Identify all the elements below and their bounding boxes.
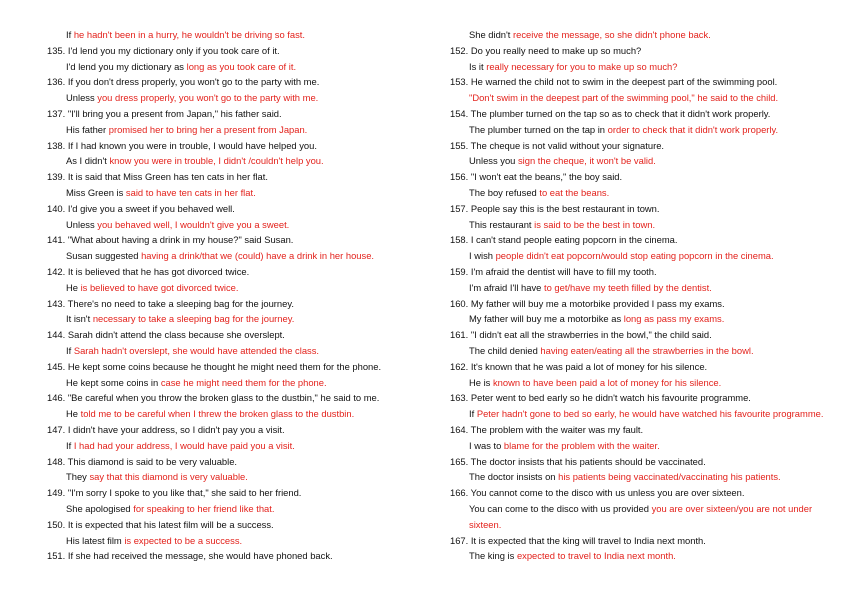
answer-key-text: you behaved well, I wouldn't give you a sweet. — [97, 218, 290, 230]
question-text: 166. You cannot come to the disco with us unless you are over sixteen. — [450, 487, 745, 499]
answer-prompt-text: She apologised — [66, 502, 134, 514]
question-line — [47, 548, 419, 564]
question-line — [47, 43, 419, 59]
question-text: 154. The plumber turned on the tap so as to check that it didn't work properly. — [450, 107, 771, 119]
answer-line — [450, 122, 830, 138]
question-line — [47, 390, 419, 406]
answer-line — [47, 185, 419, 201]
question-text: 153. He warned the child not to swim in the deepest part of the swimming pool. — [450, 76, 778, 88]
answer-key-text: really necessary for you to make up so much? — [486, 60, 678, 72]
question-text: 158. I can't stand people eating popcorn in the cinema. — [450, 234, 678, 246]
answer-line — [450, 438, 830, 454]
answer-key-text: you are over sixteen/you are not under — [651, 502, 813, 514]
question-line — [450, 201, 830, 217]
answer-prompt-text: As I didn't — [66, 155, 110, 167]
answer-key-text: said to have ten cats in her flat. — [125, 186, 256, 198]
answer-prompt-text: I was to — [469, 439, 504, 451]
answer-prompt-text: He — [66, 408, 81, 420]
question-line — [47, 454, 419, 470]
answer-prompt-text: I'm afraid I'll have — [469, 281, 544, 293]
question-text: 138. If I had known you were in trouble, I would have helped you. — [47, 139, 317, 151]
question-text: 143. There's no need to take a sleeping bag for the journey. — [47, 297, 294, 309]
answer-prompt-text: It isn't — [66, 313, 93, 325]
answer-prompt-text: The plumber turned on the tap in — [469, 123, 608, 135]
question-text: 150. It is expected that his latest film will be a success. — [47, 518, 274, 530]
question-line — [450, 359, 830, 375]
answer-line — [47, 406, 419, 422]
answer-line — [450, 343, 830, 359]
answer-key-text: for speaking to her friend like that. — [133, 502, 275, 514]
answer-prompt-text: They — [66, 471, 90, 483]
answer-key-text: his patients being vaccinated/vaccinating his patients. — [558, 471, 781, 483]
answer-prompt-text: His father — [66, 123, 109, 135]
answer-prompt-text: The doctor insists on — [469, 471, 559, 483]
answer-key-text: sixteen. — [469, 518, 502, 530]
question-line — [47, 296, 419, 312]
answer-key-text: is expected to be a success. — [124, 534, 243, 546]
answer-line — [450, 59, 830, 75]
question-line — [47, 106, 419, 122]
right-column — [450, 27, 830, 564]
answer-line — [47, 217, 419, 233]
answer-line — [47, 27, 419, 43]
question-text: 141. "What about having a drink in my house?" said Susan. — [47, 234, 294, 246]
answer-key-text: promised her to bring her a present from Japan. — [108, 123, 308, 135]
question-line — [450, 106, 830, 122]
answer-line — [450, 217, 830, 233]
answer-key-text: you dress properly, you won't go to the party with me. — [97, 92, 319, 104]
answer-prompt-text: Susan suggested — [66, 250, 142, 262]
question-line — [47, 169, 419, 185]
answer-prompt-text: He — [66, 281, 81, 293]
answer-line — [47, 438, 419, 454]
answer-line — [450, 27, 830, 43]
answer-line — [47, 280, 419, 296]
question-text: 142. It is believed that he has got divorced twice. — [47, 265, 250, 277]
answer-prompt-text: This restaurant — [469, 218, 535, 230]
answer-key-text: known to have been paid a lot of money for his silence. — [492, 376, 722, 388]
answer-key-text: long as pass my exams. — [623, 313, 725, 325]
answer-key-text: he hadn't been in a hurry, he wouldn't be driving so fast. — [73, 29, 305, 40]
answer-key-text: blame for the problem with the waiter. — [503, 439, 660, 451]
question-text: 160. My father will buy me a motorbike provided I pass my exams. — [450, 297, 725, 309]
answer-prompt-text: She didn't — [469, 29, 514, 40]
question-line — [450, 485, 830, 501]
answer-key-text: say that this diamond is very valuable. — [89, 471, 248, 483]
answer-line — [47, 122, 419, 138]
left-column — [47, 27, 419, 564]
answer-prompt-text: If — [469, 408, 477, 420]
question-line — [47, 517, 419, 533]
question-text: 151. If she had received the message, she would have phoned back. — [47, 550, 333, 562]
answer-line — [47, 153, 419, 169]
answer-key-text: expected to travel to India next month. — [516, 550, 676, 562]
answer-key-text: having eaten/eating all the strawberries in the bowl. — [540, 344, 754, 356]
answer-line — [450, 185, 830, 201]
question-line — [450, 43, 830, 59]
question-text: 163. Peter went to bed early so he didn't watch his favourite programme. — [450, 392, 751, 404]
answer-prompt-text: If — [66, 344, 74, 356]
answer-key-text: to get/have my teeth filled by the dentist. — [543, 281, 712, 293]
answer-key-text: necessary to take a sleeping bag for the journey. — [92, 313, 295, 325]
question-line — [450, 138, 830, 154]
question-text: 146. "Be careful when you throw the broken glass to the dustbin," he said to me. — [47, 392, 380, 404]
question-line — [47, 138, 419, 154]
question-text: 136. If you don't dress properly, you won't go to the party with me. — [47, 76, 320, 88]
question-line — [47, 201, 419, 217]
question-line — [47, 359, 419, 375]
question-text: 152. Do you really need to make up so much? — [450, 44, 642, 56]
answer-prompt-text: His latest film — [66, 534, 125, 546]
answer-key-text: long as you took care of it. — [186, 60, 297, 72]
question-line — [47, 422, 419, 438]
answer-line — [450, 501, 830, 517]
answer-prompt-text: Unless you — [469, 155, 518, 167]
question-text: 156. "I won't eat the beans," the boy said. — [450, 171, 623, 183]
answer-line — [450, 280, 830, 296]
answer-key-text: people didn't eat popcorn/would stop eating popcorn in the cinema. — [495, 250, 774, 262]
answer-key-text: is believed to have got divorced twice. — [80, 281, 239, 293]
question-text: 155. The cheque is not valid without your signature. — [450, 139, 665, 151]
answer-line — [47, 343, 419, 359]
question-line — [450, 169, 830, 185]
answer-prompt-text: The child denied — [469, 344, 541, 356]
question-line — [450, 454, 830, 470]
question-line — [47, 264, 419, 280]
answer-line — [47, 533, 419, 549]
question-text: 167. It is expected that the king will travel to India next month. — [450, 534, 706, 546]
answer-prompt-text: I'd lend you my dictionary as — [66, 60, 187, 72]
answer-prompt-text: I wish — [469, 250, 496, 262]
question-text: 145. He kept some coins because he thought he might need them for the phone. — [47, 360, 382, 372]
question-line — [450, 232, 830, 248]
question-line — [47, 74, 419, 90]
question-line — [450, 327, 830, 343]
answer-line — [450, 311, 830, 327]
answer-prompt-text: Unless — [66, 218, 98, 230]
question-line — [450, 264, 830, 280]
answer-line — [450, 90, 830, 106]
answer-line — [47, 311, 419, 327]
question-text: 162. It's known that he was paid a lot of money for his silence. — [450, 360, 708, 372]
answer-line — [47, 90, 419, 106]
answer-key-text: receive the message, so she didn't phone back. — [513, 29, 711, 40]
answer-prompt-text: If — [66, 439, 74, 451]
question-text: 147. I didn't have your address, so I didn't pay you a visit. — [47, 423, 285, 435]
answer-line — [450, 248, 830, 264]
answer-line — [47, 375, 419, 391]
answer-line — [450, 517, 830, 533]
answer-key-text: know you were in trouble, I didn't /couldn't help you. — [109, 155, 324, 167]
question-line — [47, 232, 419, 248]
answer-prompt-text: The boy refused — [469, 186, 540, 198]
question-text: 159. I'm afraid the dentist will have to fill my tooth. — [450, 265, 657, 277]
question-line — [450, 296, 830, 312]
answer-prompt-text: You can come to the disco with us provided — [469, 502, 652, 514]
answer-line — [47, 248, 419, 264]
answer-line — [450, 469, 830, 485]
question-text: 165. The doctor insists that his patients should be vaccinated. — [450, 455, 706, 467]
question-line — [450, 422, 830, 438]
answer-key-text: "Don't swim in the deepest part of the swimming pool," he said to the child. — [469, 92, 779, 104]
question-text: 137. "I'll bring you a present from Japan," his father said. — [47, 107, 282, 119]
question-text: 157. People say this is the best restaurant in town. — [450, 202, 660, 214]
answer-prompt-text: If — [66, 29, 74, 40]
answer-prompt-text: Is it — [469, 60, 487, 72]
answer-line — [450, 406, 830, 422]
answer-key-text: sign the cheque, it won't be valid. — [517, 155, 656, 167]
answer-line — [450, 548, 830, 564]
answer-key-text: Sarah hadn't overslept, she would have attended the class. — [73, 344, 320, 356]
answer-prompt-text: The king is — [469, 550, 517, 562]
answer-key-text: told me to be careful when I threw the broken glass to the dustbin. — [80, 408, 355, 420]
question-text: 139. It is said that Miss Green has ten cats in her flat. — [47, 171, 268, 183]
answer-key-text: case he might need them for the phone. — [160, 376, 327, 388]
answer-line — [47, 59, 419, 75]
question-line — [450, 533, 830, 549]
answer-prompt-text: He is — [469, 376, 493, 388]
question-text: 161. "I didn't eat all the strawberries in the bowl," the child said. — [450, 329, 712, 341]
question-line — [47, 485, 419, 501]
answer-prompt-text: Unless — [66, 92, 98, 104]
question-text: 164. The problem with the waiter was my fault. — [450, 423, 644, 435]
answer-prompt-text: Miss Green is — [66, 186, 126, 198]
answer-line — [450, 375, 830, 391]
answer-line — [47, 501, 419, 517]
answer-line — [450, 153, 830, 169]
question-line — [450, 74, 830, 90]
question-text: 144. Sarah didn't attend the class because she overslept. — [47, 329, 285, 341]
answer-prompt-text: My father will buy me a motorbike as — [469, 313, 624, 325]
question-text: 149. "I'm sorry I spoke to you like that," she said to her friend. — [47, 487, 302, 499]
question-text: 135. I'd lend you my dictionary only if you took care of it. — [47, 44, 280, 56]
question-line — [47, 327, 419, 343]
question-text: 140. I'd give you a sweet if you behaved well. — [47, 202, 235, 214]
answer-key-text: Peter hadn't gone to bed so early, he would have watched his favourite programme. — [476, 408, 824, 420]
answer-key-text: having a drink/that we (could) have a drink in her house. — [141, 250, 375, 262]
answer-key-text: is said to be the best in town. — [534, 218, 656, 230]
answer-key-text: I had had your address, I would have paid you a visit. — [73, 439, 295, 451]
answer-line — [47, 469, 419, 485]
question-line — [450, 390, 830, 406]
question-text: 148. This diamond is said to be very valuable. — [47, 455, 238, 467]
answer-prompt-text: He kept some coins in — [66, 376, 161, 388]
answer-key-text: order to check that it didn't work properly. — [607, 123, 779, 135]
answer-key-text: to eat the beans. — [539, 186, 610, 198]
